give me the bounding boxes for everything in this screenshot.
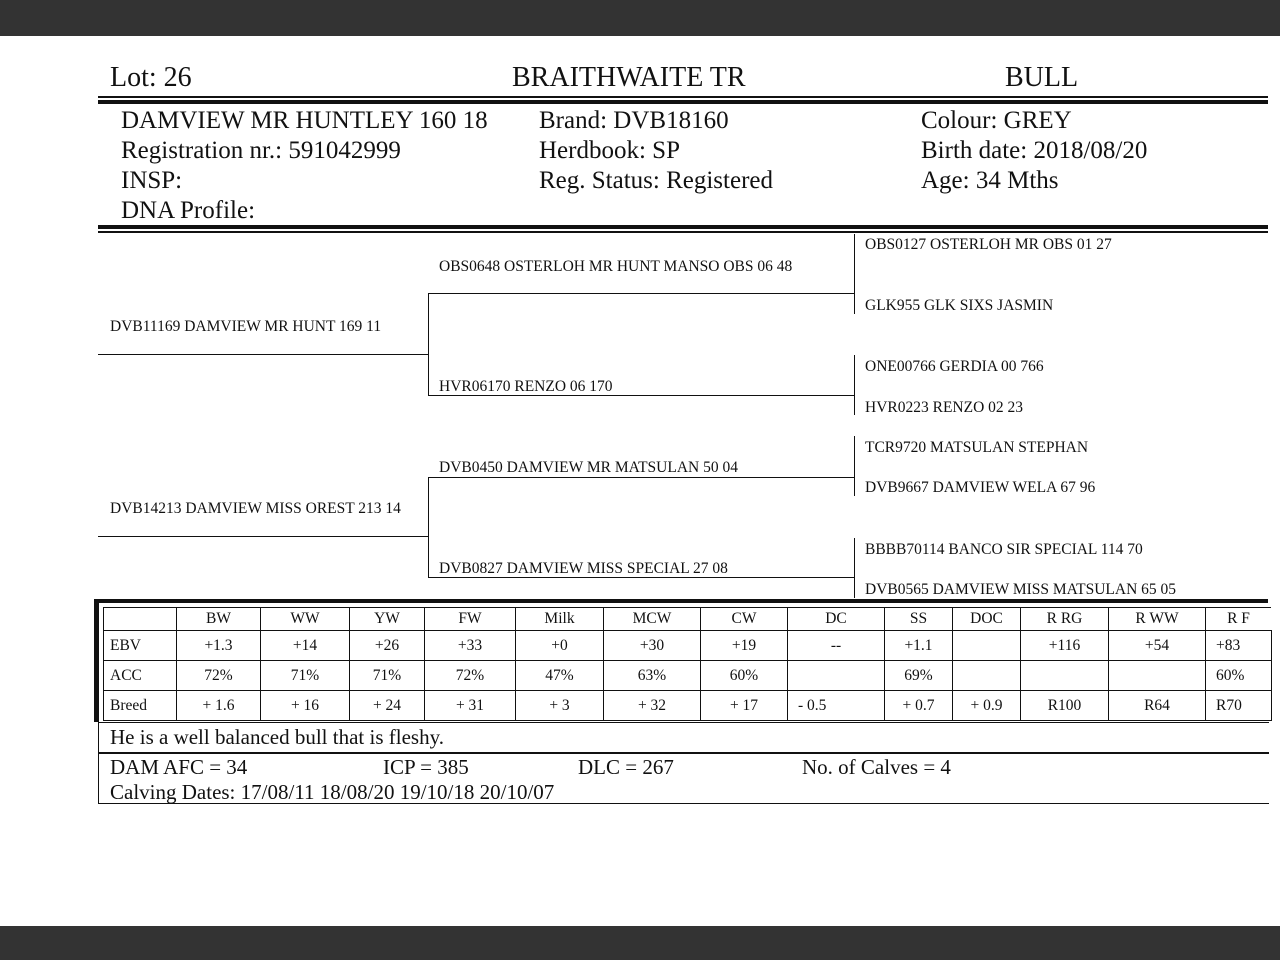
ebv-cell: 71% — [261, 661, 350, 691]
ebv-cell: +19 — [701, 631, 788, 661]
dam-line — [98, 536, 428, 537]
ebv-col-header: Milk — [516, 608, 604, 631]
brand-field: Brand: DVB18160 — [539, 107, 729, 134]
reg-status-field: Reg. Status: Registered — [539, 167, 773, 194]
ebv-cell: +1.1 — [885, 631, 953, 661]
dam-afc: DAM AFC = 34 — [110, 755, 248, 779]
ebv-row-label: Breed — [104, 691, 177, 721]
ebv-cell: + 1.6 — [177, 691, 261, 721]
ebv-cell: 63% — [604, 661, 701, 691]
sire-bracket — [428, 293, 429, 396]
ebv-cell: + 0.7 — [885, 691, 953, 721]
ebv-cell: +0 — [516, 631, 604, 661]
ebv-cell — [1021, 661, 1109, 691]
ebv-cell: + 32 — [604, 691, 701, 721]
pedigree-sire: DVB11169 DAMVIEW MR HUNT 169 11 — [110, 318, 382, 335]
ebv-cell: +1.3 — [177, 631, 261, 661]
ebv-cell — [788, 661, 885, 691]
comment-text: He is a well balanced bull that is fleshy. — [110, 725, 444, 749]
ebv-cell: - 0.5 — [788, 691, 885, 721]
ebv-cell: R64 — [1109, 691, 1206, 721]
dam-icp: ICP = 385 — [383, 755, 469, 779]
ebv-cell — [1109, 661, 1206, 691]
ggp-bracket-4 — [854, 538, 855, 598]
ebv-cell: 47% — [516, 661, 604, 691]
sire-dam-line — [428, 395, 854, 396]
ebv-col-header: FW — [425, 608, 516, 631]
pedigree-ggp-2: GLK955 GLK SIXS JASMIN — [865, 297, 1054, 314]
ebv-col-header: SS — [885, 608, 953, 631]
ebv-header-row — [104, 608, 1272, 631]
dna-profile-field: DNA Profile: — [121, 197, 256, 224]
ebv-cell: 71% — [350, 661, 425, 691]
top-frame-bar — [0, 0, 1280, 36]
ebv-col-header: DC — [788, 608, 885, 631]
pedigree-ggp-8: DVB0565 DAMVIEW MISS MATSULAN 65 05 — [865, 581, 1177, 598]
ebv-row-label: EBV — [104, 631, 177, 661]
ebv-cell — [953, 631, 1021, 661]
info-rule-thick — [98, 225, 1268, 229]
birth-date-field: Birth date: 2018/08/20 — [921, 137, 1148, 164]
ebv-cell: 69% — [885, 661, 953, 691]
pedigree-ggp-1: OBS0127 OSTERLOH MR OBS 01 27 — [865, 236, 1112, 253]
dam-sire-line — [428, 477, 854, 478]
ebv-cell: +116 — [1021, 631, 1109, 661]
pedigree-sire-sire: OBS0648 OSTERLOH MR HUNT MANSO OBS 06 48 — [439, 258, 793, 275]
registration-number: Registration nr.: 591042999 — [121, 137, 401, 164]
ggp-bracket-3 — [854, 436, 855, 496]
pedigree-dam-dam: DVB0827 DAMVIEW MISS SPECIAL 27 08 — [439, 560, 728, 577]
bottom-frame-bar — [0, 926, 1280, 960]
pedigree-dam-sire: DVB0450 DAMVIEW MR MATSULAN 50 04 — [439, 459, 738, 476]
ebv-cell: + 16 — [261, 691, 350, 721]
ebv-col-header: WW — [261, 608, 350, 631]
breeder-name: BRAITHWAITE TR — [512, 62, 746, 93]
dam-calves-count: No. of Calves = 4 — [802, 755, 951, 779]
ebv-col-header: R RG — [1021, 608, 1109, 631]
dam-dlc: DLC = 267 — [578, 755, 674, 779]
ebv-table — [103, 607, 1272, 721]
ebv-row — [104, 631, 1272, 661]
sire-line — [98, 354, 428, 355]
ebv-cell — [953, 661, 1021, 691]
pedigree-ggp-6: DVB9667 DAMVIEW WELA 67 96 — [865, 479, 1096, 496]
ebv-col-header: MCW — [604, 608, 701, 631]
ebv-cell: + 31 — [425, 691, 516, 721]
ebv-cell: +54 — [1109, 631, 1206, 661]
ebv-row-label: ACC — [104, 661, 177, 691]
ebv-cell: + 24 — [350, 691, 425, 721]
pedigree-ggp-4: HVR0223 RENZO 02 23 — [865, 399, 1024, 416]
ebv-cell: +83 — [1206, 631, 1272, 661]
ebv-col-header: YW — [350, 608, 425, 631]
ebv-cell: + 17 — [701, 691, 788, 721]
ggp-bracket-1 — [854, 234, 855, 314]
breed-row — [104, 691, 1272, 721]
ebv-col-header: R WW — [1109, 608, 1206, 631]
herdbook-field: Herdbook: SP — [539, 137, 680, 164]
lot-number: Lot: 26 — [110, 62, 192, 93]
ggp-bracket-2 — [854, 355, 855, 415]
ebv-cell: -- — [788, 631, 885, 661]
insp-field: INSP: — [121, 167, 183, 194]
ebv-cell: 60% — [701, 661, 788, 691]
ebv-rule-top — [94, 599, 1268, 603]
header-rule-thin — [98, 96, 1268, 98]
ebv-cell: +26 — [350, 631, 425, 661]
pedigree-ggp-5: TCR9720 MATSULAN STEPHAN — [865, 439, 1089, 456]
ebv-cell: 72% — [177, 661, 261, 691]
ebv-rule-left — [94, 599, 99, 722]
pedigree-sire-dam: HVR06170 RENZO 06 170 — [439, 378, 613, 395]
ebv-cell: 72% — [425, 661, 516, 691]
ebv-col-header: DOC — [953, 608, 1021, 631]
pedigree-ggp-7: BBBB70114 BANCO SIR SPECIAL 114 70 — [865, 541, 1143, 558]
animal-sex: BULL — [1005, 62, 1079, 93]
age-field: Age: 34 Mths — [921, 167, 1059, 194]
ebv-cell: R100 — [1021, 691, 1109, 721]
colour-field: Colour: GREY — [921, 107, 1072, 134]
dam-bracket — [428, 477, 429, 578]
dam-dam-line — [428, 577, 854, 578]
ebv-cell: + 3 — [516, 691, 604, 721]
ebv-cell: +33 — [425, 631, 516, 661]
sire-sire-line — [428, 293, 854, 294]
comment-box — [98, 722, 1269, 754]
pedigree-ggp-3: ONE00766 GERDIA 00 766 — [865, 358, 1044, 375]
acc-row — [104, 661, 1272, 691]
ebv-cell: +14 — [261, 631, 350, 661]
ebv-cell: +30 — [604, 631, 701, 661]
animal-name: DAMVIEW MR HUNTLEY 160 18 — [121, 107, 488, 134]
ebv-cell: + 0.9 — [953, 691, 1021, 721]
ebv-cell: 60% — [1206, 661, 1272, 691]
ebv-header-blank — [104, 608, 177, 631]
calving-dates: Calving Dates: 17/08/11 18/08/20 19/10/18 20/10/07 — [110, 780, 555, 804]
dam-stats-box — [98, 752, 1269, 804]
ebv-col-header: BW — [177, 608, 261, 631]
ebv-cell: R70 — [1206, 691, 1272, 721]
header-rule-thick — [98, 100, 1268, 104]
info-rule-thin — [98, 231, 1268, 233]
ebv-col-header: CW — [701, 608, 788, 631]
pedigree-dam: DVB14213 DAMVIEW MISS OREST 213 14 — [110, 500, 401, 517]
ebv-col-header: R F — [1206, 608, 1272, 631]
